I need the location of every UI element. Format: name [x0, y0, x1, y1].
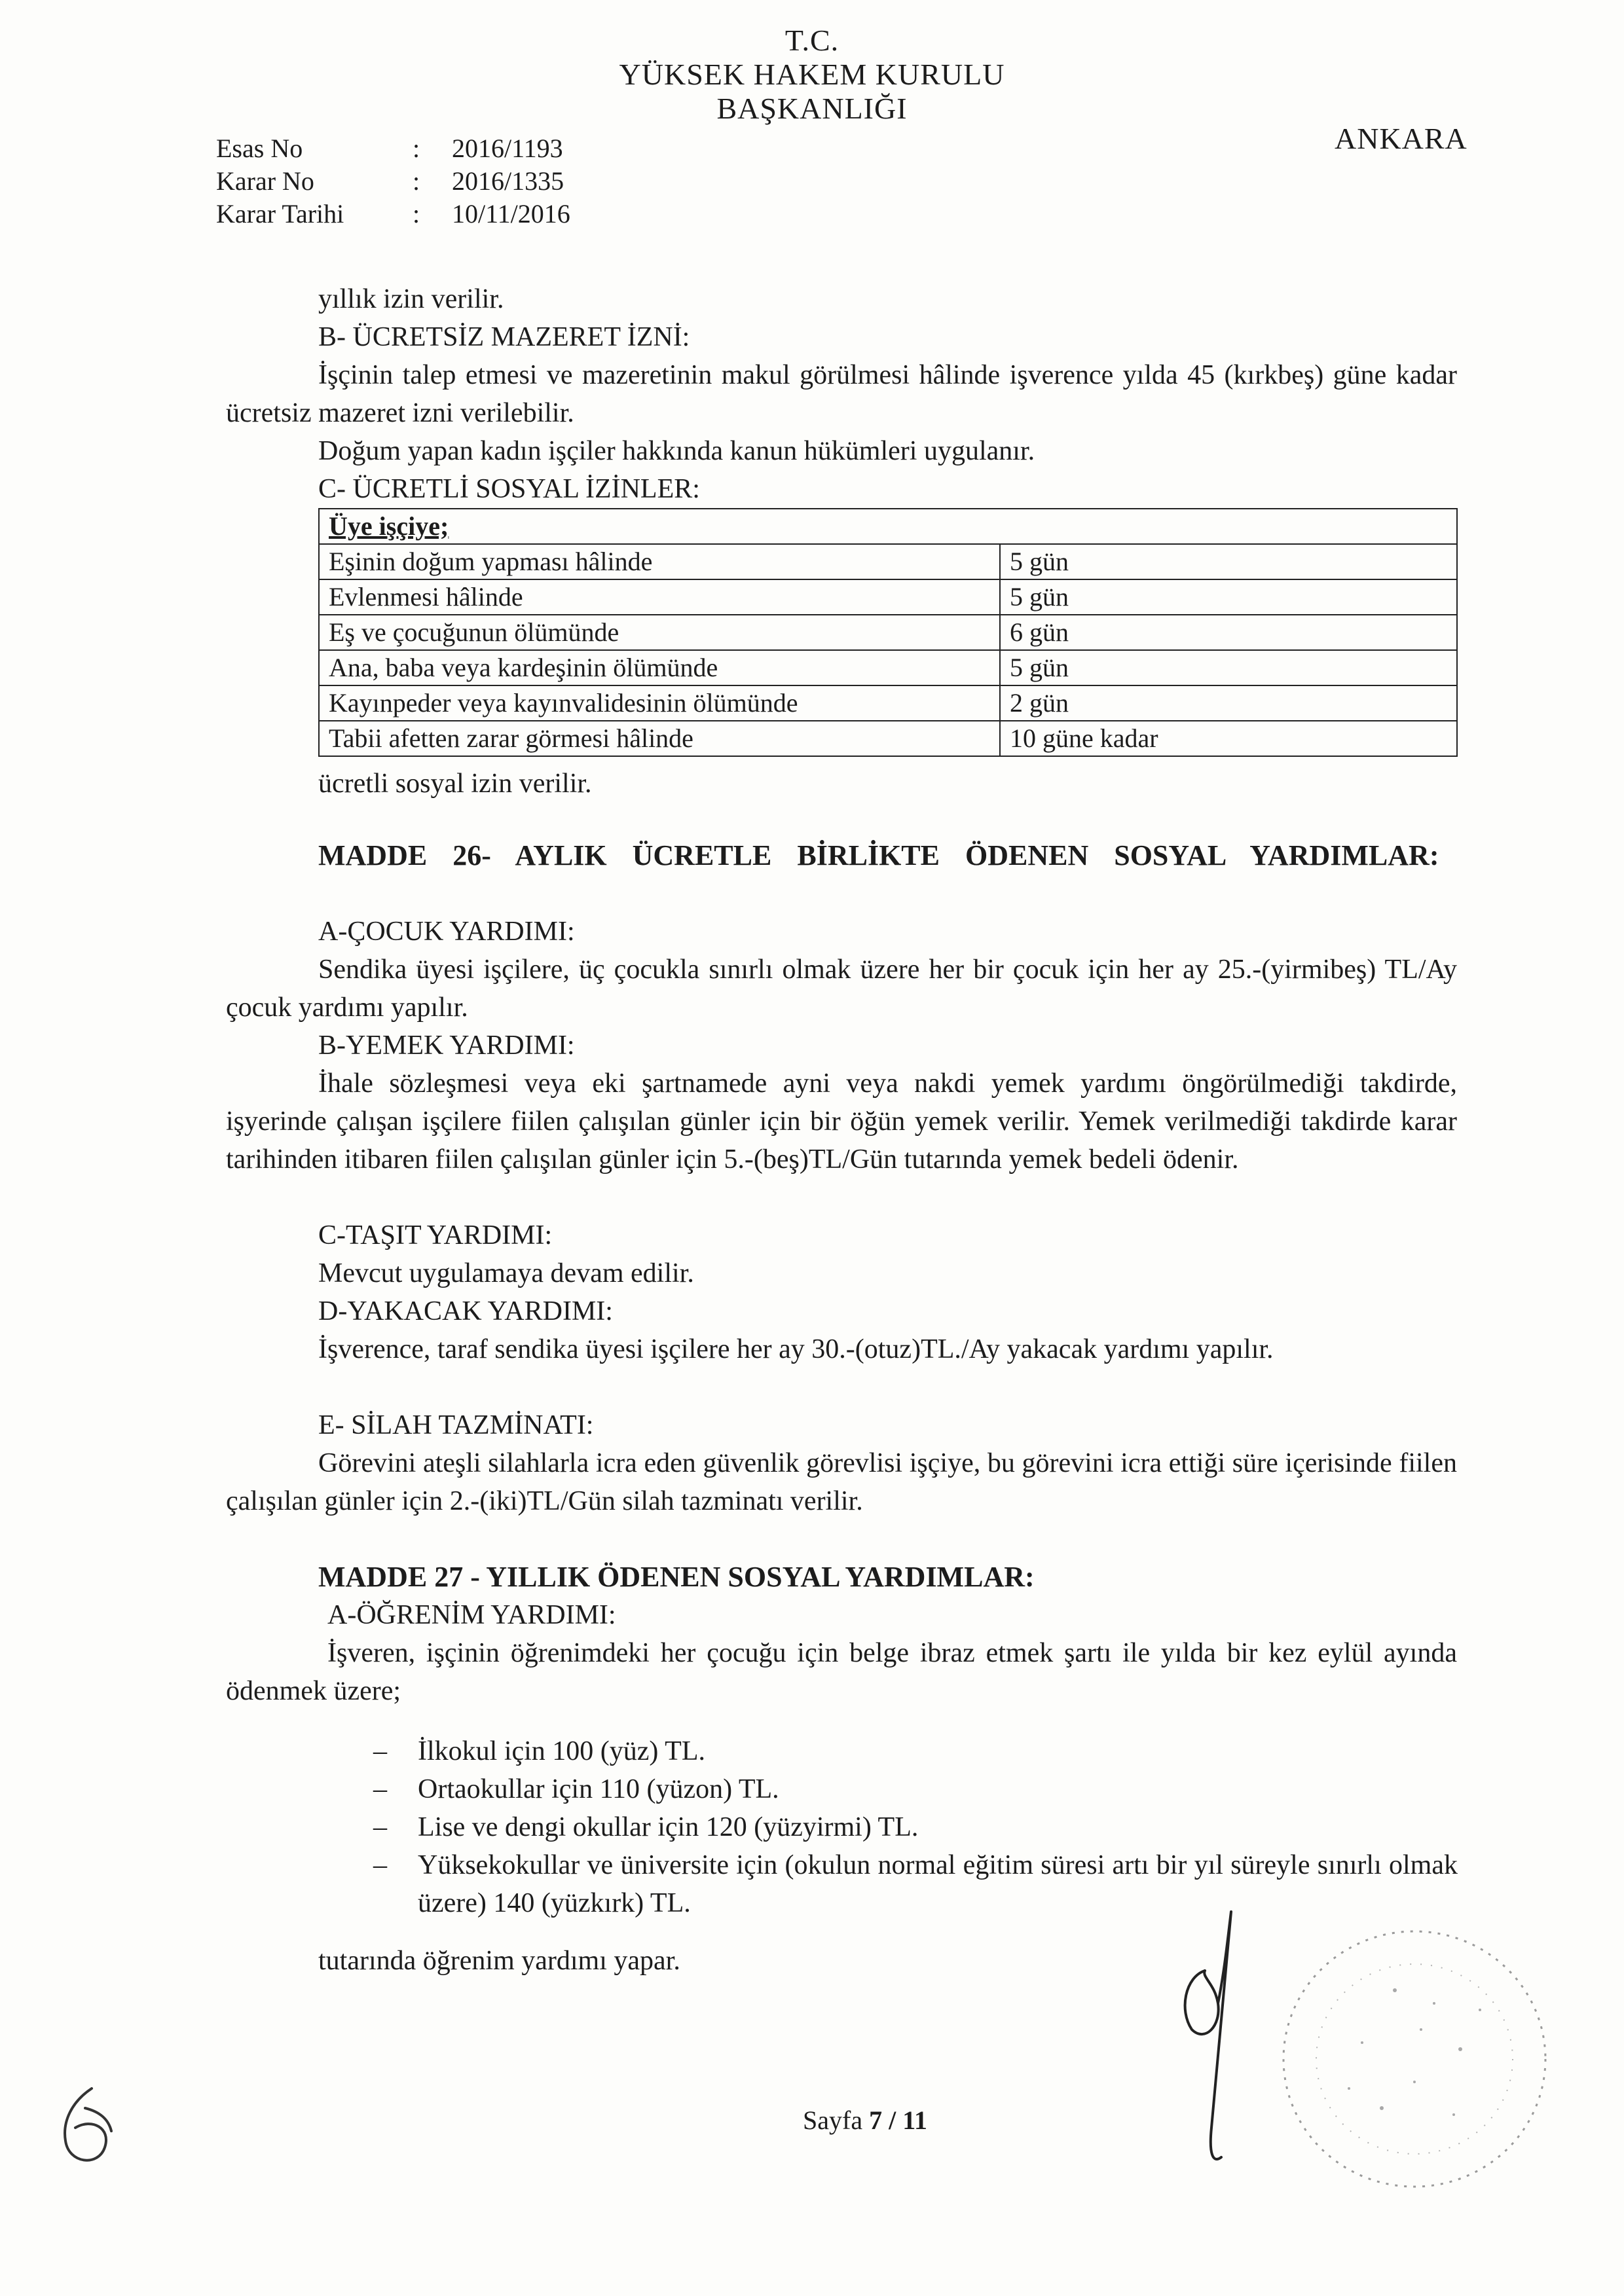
- header-presidency: BAŞKANLIĞI: [716, 92, 908, 125]
- stamp-icon: [1264, 1912, 1572, 2213]
- table-header-cell: Üye işçiye;: [319, 509, 1457, 544]
- leave-event: Eşinin doğum yapması hâlinde: [319, 544, 1000, 579]
- meta-sep: :: [413, 134, 420, 163]
- leave-event: Kayınpeder veya kayınvalidesinin ölümünde: [319, 685, 1000, 721]
- meta-sep: :: [413, 166, 420, 196]
- case-meta: [216, 132, 570, 230]
- paragraph-tasit: Mevcut uygulamaya devam edilir.: [318, 1258, 694, 1288]
- meta-label: Esas No: [216, 134, 303, 163]
- meta-karar-row: [216, 165, 570, 198]
- madde-27-heading: MADDE 27 - YILLIK ÖDENEN SOSYAL YARDIMLAR:: [318, 1561, 1035, 1593]
- paragraph-ucretsiz-izin: İşçinin talep etmesi ve mazeretinin makul görülmesi hâlinde işverence yılda 45 (kırkbeş) güne kadar ücretsiz mazeret izni verilebilir.: [226, 360, 1457, 428]
- table-row: [319, 685, 1457, 721]
- meta-value: 2016/1335: [452, 166, 564, 196]
- list-item: – Lise ve dengi okullar için 120 (yüzyirmi) TL.: [373, 1808, 1458, 1846]
- leave-event: Tabii afetten zarar görmesi hâlinde: [319, 721, 1000, 756]
- table-row: [319, 615, 1457, 650]
- table-row: [319, 650, 1457, 685]
- yillik-line: yıllık izin verilir.: [318, 284, 504, 314]
- paragraph-cocuk: Sendika üyesi işçilere, üç çocukla sınırlı olmak üzere her bir çocuk için her ay 25.-(yirmibeş) TL/Ay çocuk yardımı yapılır.: [226, 955, 1457, 1023]
- table-row: [319, 544, 1457, 579]
- table-row: [319, 579, 1457, 615]
- leave-event: Eş ve çocuğunun ölümünde: [319, 615, 1000, 650]
- heading-tasit: C-TAŞIT YARDIMI:: [318, 1220, 553, 1250]
- heading-yakacak: D-YAKACAK YARDIMI:: [318, 1296, 613, 1326]
- leave-event: Evlenmesi hâlinde: [319, 579, 1000, 615]
- table-row: [319, 721, 1457, 756]
- table-header-row: [319, 509, 1457, 544]
- leave-event: Ana, baba veya kardeşinin ölümünde: [319, 650, 1000, 685]
- madde-26-heading: MADDE 26- AYLIK ÜCRETLE BİRLİKTE ÖDENEN SOSYAL YARDIMLAR:: [318, 839, 1439, 871]
- page-current: 7: [869, 2105, 883, 2135]
- leave-days: 2 gün: [1000, 685, 1457, 721]
- leave-days: 5 gün: [1000, 579, 1457, 615]
- margin-mark-icon: [46, 2082, 124, 2180]
- page-label: Sayfa: [803, 2105, 863, 2135]
- header-city: ANKARA: [1335, 122, 1467, 155]
- list-item: – Ortaokullar için 110 (yüzon) TL.: [373, 1770, 1458, 1808]
- heading-cocuk: A-ÇOCUK YARDIMI:: [318, 917, 575, 947]
- page-number: [803, 2102, 927, 2140]
- leave-days: 5 gün: [1000, 650, 1457, 685]
- paragraph-ogrenim-end: tutarında öğrenim yardımı yapar.: [318, 1946, 680, 1976]
- paragraph-ogrenim: İşveren, işçinin öğrenimdeki her çocuğu için belge ibraz etmek şartı ile yılda bir kez eylül ayında ödenmek üzere;: [226, 1638, 1457, 1706]
- paragraph-silah: Görevini ateşli silahlarla icra eden güvenlik görevlisi işçiye, bu görevini icra ettiği süre içerisinde fiilen çalışılan günler için 2.-(iki)TL/Gün silah tazminatı verilir.: [226, 1448, 1457, 1516]
- paragraph-dogum: Doğum yapan kadın işçiler hakkında kanun hükümleri uygulanır.: [318, 436, 1035, 466]
- meta-label: Karar Tarihi: [216, 199, 344, 228]
- heading-ucretsiz-izin: B- ÜCRETSİZ MAZERET İZNİ:: [318, 322, 690, 352]
- page-total: 11: [902, 2105, 927, 2135]
- leave-days: 6 gün: [1000, 615, 1457, 650]
- signature-icon: [1166, 1899, 1257, 2174]
- paragraph-ucretli-end: ücretli sosyal izin verilir.: [318, 769, 592, 799]
- heading-silah: E- SİLAH TAZMİNATI:: [318, 1410, 594, 1440]
- paragraph-yakacak: İşverence, taraf sendika üyesi işçilere her ay 30.-(otuz)TL./Ay yakacak yardımı yapılır.: [318, 1334, 1274, 1364]
- heading-ucretli-izin: C- ÜCRETLİ SOSYAL İZİNLER:: [318, 474, 700, 504]
- page-separator: /: [889, 2105, 896, 2135]
- header-tc: T.C.: [784, 24, 840, 57]
- meta-value: 10/11/2016: [452, 199, 570, 228]
- paragraph-yemek: İhale sözleşmesi veya eki şartnamede ayni veya nakdi yemek yardımı öngörülmediği takdirde, işyerinde çalışan işçilere fiilen çalışılan günler için bir öğün yemek verilir. Yemek verilmediği takdirde karar tarihinden itibaren fiilen çalışılan günler için 5.-(beş)TL/Gün tutarında yemek bedeli ödenir.: [226, 1068, 1457, 1175]
- list-item: – Yüksekokullar ve üniversite için (okulun normal eğitim süresi artı bir yıl süreyle sınırlı olmak üzere) 140 (yüzkırk) TL.: [373, 1846, 1458, 1922]
- document-header: [0, 24, 1624, 126]
- meta-label: Karar No: [216, 166, 314, 196]
- leave-days: 10 güne kadar: [1000, 721, 1457, 756]
- leave-table: [318, 508, 1458, 757]
- meta-tarih-row: [216, 198, 570, 230]
- heading-ogrenim: A-ÖĞRENİM YARDIMI:: [327, 1600, 616, 1630]
- meta-esas-row: [216, 132, 570, 165]
- meta-value: 2016/1193: [452, 134, 563, 163]
- leave-days: 5 gün: [1000, 544, 1457, 579]
- list-item: – İlkokul için 100 (yüz) TL.: [373, 1732, 1458, 1770]
- ogrenim-amount-list: [373, 1732, 1458, 1922]
- meta-sep: :: [413, 199, 420, 228]
- heading-yemek: B-YEMEK YARDIMI:: [318, 1030, 575, 1061]
- header-institution: YÜKSEK HAKEM KURULU: [619, 58, 1005, 91]
